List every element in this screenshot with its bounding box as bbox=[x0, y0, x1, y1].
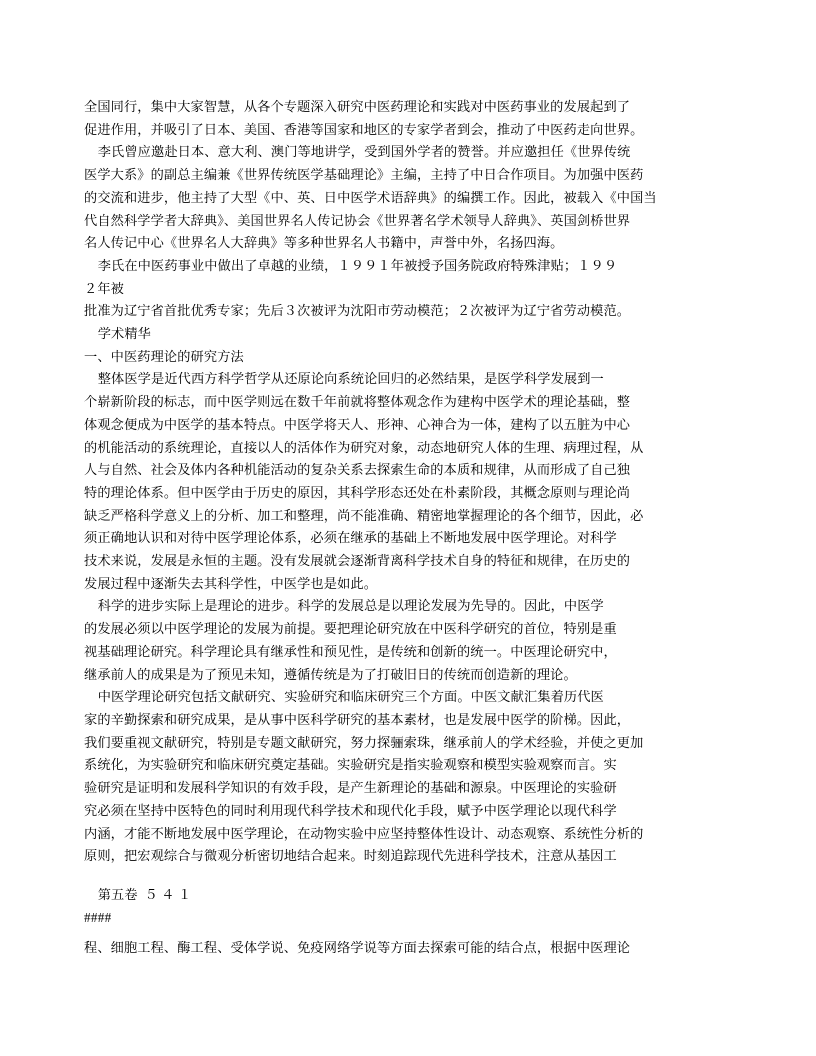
paragraph-line: 家的辛勤探索和研究成果，是从事中医科学研究的基本素材，也是发展中医学的阶梯。因此， bbox=[84, 711, 631, 727]
paragraph-line: 李氏在中医药事业中做出了卓越的业绩，１９９１年被授予国务院政府特殊津贴；１９９ bbox=[84, 257, 618, 273]
document-body bbox=[84, 96, 732, 960]
paragraph-line: 批准为辽宁省首批优秀专家；先后３次被评为沈阳市劳动模范；２次被评为辽宁省劳动模范。 bbox=[84, 303, 631, 319]
paragraph-line: 技术来说，发展是永恒的主题。没有发展就会逐渐背离科学技术自身的特征和规律，在历史的 bbox=[84, 553, 631, 569]
paragraph-line: 中医学理论研究包括文献研究、实验研究和临床研究三个方面。中医文献汇集着历代医 bbox=[84, 689, 604, 705]
paragraph-line: 特的理论体系。但中医学由于历史的原因，其科学形态还处在朴素阶段，其概念原则与理论尚 bbox=[84, 484, 631, 500]
spacer bbox=[84, 868, 732, 884]
paragraph-line: 系统化，为实验研究和临床研究奠定基础。实验研究是指实验观察和模型实验观察而言。实 bbox=[84, 757, 617, 773]
page-footer-volume: 第五卷 ５ ４ １ bbox=[84, 886, 192, 902]
paragraph-line: 名人传记中心《世界名人大辞典》等多种世界名人书籍中，声誉中外，名扬四海。 bbox=[84, 235, 564, 251]
paragraph-line: 我们要重视文献研究，特别是专题文献研究，努力探骊索珠，继承前人的学术经验，并使之更加 bbox=[84, 734, 644, 750]
separator-hashes: #### bbox=[84, 909, 112, 925]
paragraph-line: 的交流和进步，他主持了大型《中、英、日中医学术语辞典》的编撰工作。因此，被载入《中国当 bbox=[84, 189, 657, 205]
paragraph-line: 须正确地认识和对待中医学理论体系，必须在继承的基础上不断地发展中医学理论。对科学 bbox=[84, 530, 617, 546]
paragraph-line: 整体医学是近代西方科学哲学从还原论向系统论回归的必然结果，是医学科学发展到一 bbox=[84, 371, 604, 387]
paragraph-line: 缺乏严格科学意义上的分析、加工和整理，尚不能准确、精密地掌握理论的各个细节，因此，必 bbox=[84, 507, 644, 523]
section-heading-xueshujinghua: 学术精华 bbox=[84, 326, 151, 342]
paragraph-line: 原则，把宏观综合与微观分析密切地结合起来。时刻追踪现代先进科学技术，注意从基因工 bbox=[84, 848, 617, 864]
spacer bbox=[84, 929, 732, 937]
paragraph-line: 医学大系》的副总主编兼《世界传统医学基础理论》主编，主持了中日合作项目。为加强中医药 bbox=[84, 167, 644, 183]
paragraph-line: 科学的进步实际上是理论的进步。科学的发展总是以理论发展为先导的。因此，中医学 bbox=[84, 598, 604, 614]
paragraph-line: 视基础理论研究。科学理论具有继承性和预见性，是传统和创新的统一。中医理论研究中， bbox=[84, 643, 617, 659]
paragraph-line: 代自然科学学者大辞典》、美国世界名人传记协会《世界著名学术领导人辞典》、英国剑桥世界 bbox=[84, 212, 631, 228]
paragraph-line: 验研究是证明和发展科学知识的有效手段，是产生新理论的基础和源泉。中医理论的实验研 bbox=[84, 780, 617, 796]
paragraph-line: 内涵，才能不断地发展中医学理论，在动物实验中应坚持整体性设计、动态观察、系统性分析的 bbox=[84, 825, 644, 841]
paragraph-line: 继承前人的成果是为了预见未知，遵循传统是为了打破旧日的传统而创造新的理论。 bbox=[84, 666, 577, 682]
paragraph-line: 体观念便成为中医学的基本特点。中医学将天人、形神、心神合为一体，建构了以五脏为中心 bbox=[84, 416, 631, 432]
paragraph-line: 的机能活动的系统理论，直接以人的活体作为研究对象，动态地研究人体的生理、病理过程，从 bbox=[84, 439, 644, 455]
paragraph-line: 促进作用，并吸引了日本、美国、香港等国家和地区的专家学者到会，推动了中医药走向世界。 bbox=[84, 121, 644, 137]
paragraph-line: 李氏曾应邀赴日本、意大利、澳门等地讲学，受到国外学者的赞誉。并应邀担任《世界传统 bbox=[84, 144, 631, 160]
paragraph-line: 发展过程中逐渐失去其科学性，中医学也是如此。 bbox=[84, 575, 378, 591]
paragraph-line-tail: 程、细胞工程、酶工程、受体学说、免疫网络学说等方面去探索可能的结合点，根据中医理论 bbox=[84, 940, 631, 956]
paragraph-line: 全国同行，集中大家智慧，从各个专题深入研究中医药理论和实践对中医药事业的发展起到了 bbox=[84, 99, 631, 114]
paragraph-line: ２年被 bbox=[84, 280, 124, 296]
paragraph-line: 个崭新阶段的标志，而中医学则远在数千年前就将整体观念作为建构中医学术的理论基础，整 bbox=[84, 394, 631, 410]
paragraph-line: 究必须在坚持中医特色的同时利用现代科学技术和现代化手段，赋予中医学理论以现代科学 bbox=[84, 802, 617, 818]
paragraph-line: 人与自然、社会及体内各种机能活动的复杂关系去探索生命的本质和规律，从而形成了自己独 bbox=[84, 462, 631, 478]
section-heading-research-method: 一、中医药理论的研究方法 bbox=[84, 348, 244, 364]
paragraph-line: 的发展必须以中医学理论的发展为前提。要把理论研究放在中医科学研究的首位，特别是重 bbox=[84, 621, 617, 637]
